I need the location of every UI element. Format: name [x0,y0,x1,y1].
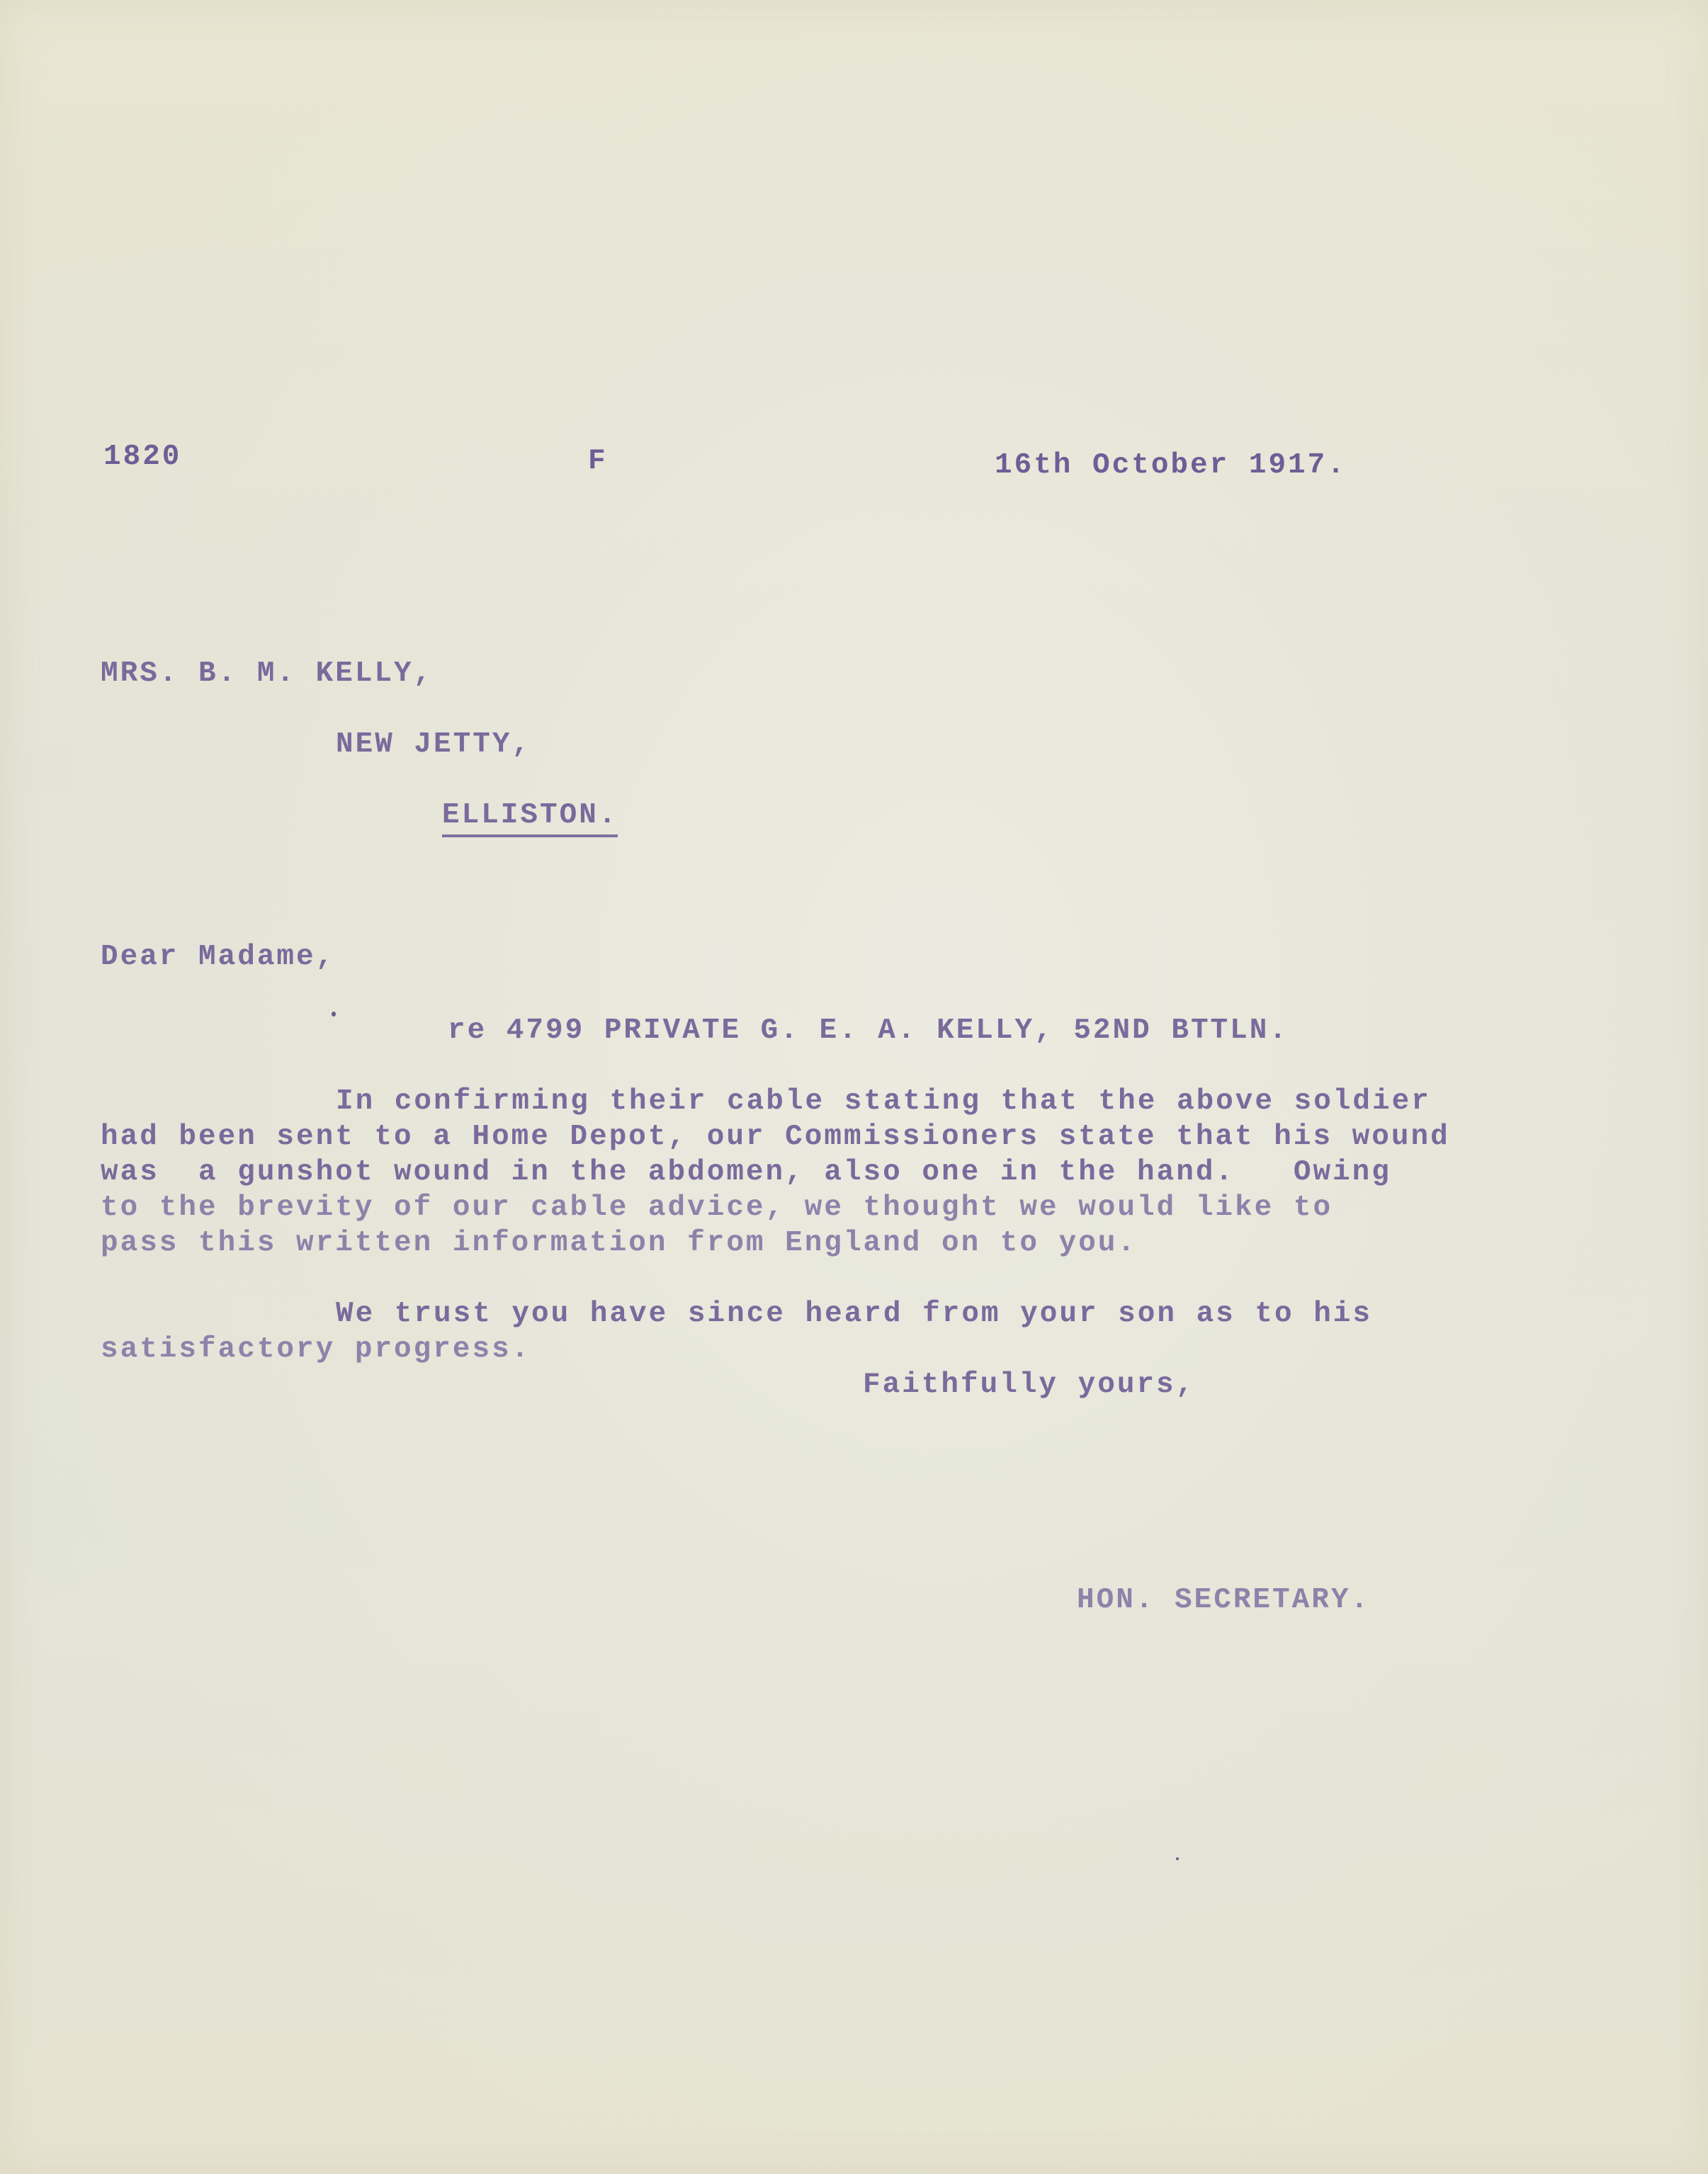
body-line: satisfactory progress. [101,1333,531,1366]
body-line: We trust you have since heard from your son as to his [336,1298,1373,1330]
file-number: 1820 [103,441,182,473]
body-line: to the brevity of our cable advice, we thought we would like to [101,1191,1333,1224]
reference-line: re 4799 PRIVATE G. E. A. KELLY, 52ND BTTLN. [448,1014,1289,1047]
body-line: In confirming their cable stating that the above soldier [336,1085,1431,1118]
address-line-3: ELLISTON. [442,798,618,837]
letter-date: 16th October 1917. [995,449,1347,482]
body-line: was a gunshot wound in the abdomen, also one in the hand. Owing [101,1156,1391,1189]
address-line-2: NEW JETTY, [336,728,532,761]
body-line: pass this written information from England on to you. [101,1227,1138,1259]
salutation: Dear Madame, [101,941,336,973]
ink-speck [332,1012,336,1017]
signature-title: HON. SECRETARY. [1077,1584,1371,1617]
ink-speck [1176,1857,1179,1860]
closing: Faithfully yours, [863,1369,1196,1401]
body-line: had been sent to a Home Depot, our Commissioners state that his wound [101,1121,1450,1153]
address-line-1: MRS. B. M. KELLY, [101,657,434,690]
code-letter: F [588,445,608,477]
